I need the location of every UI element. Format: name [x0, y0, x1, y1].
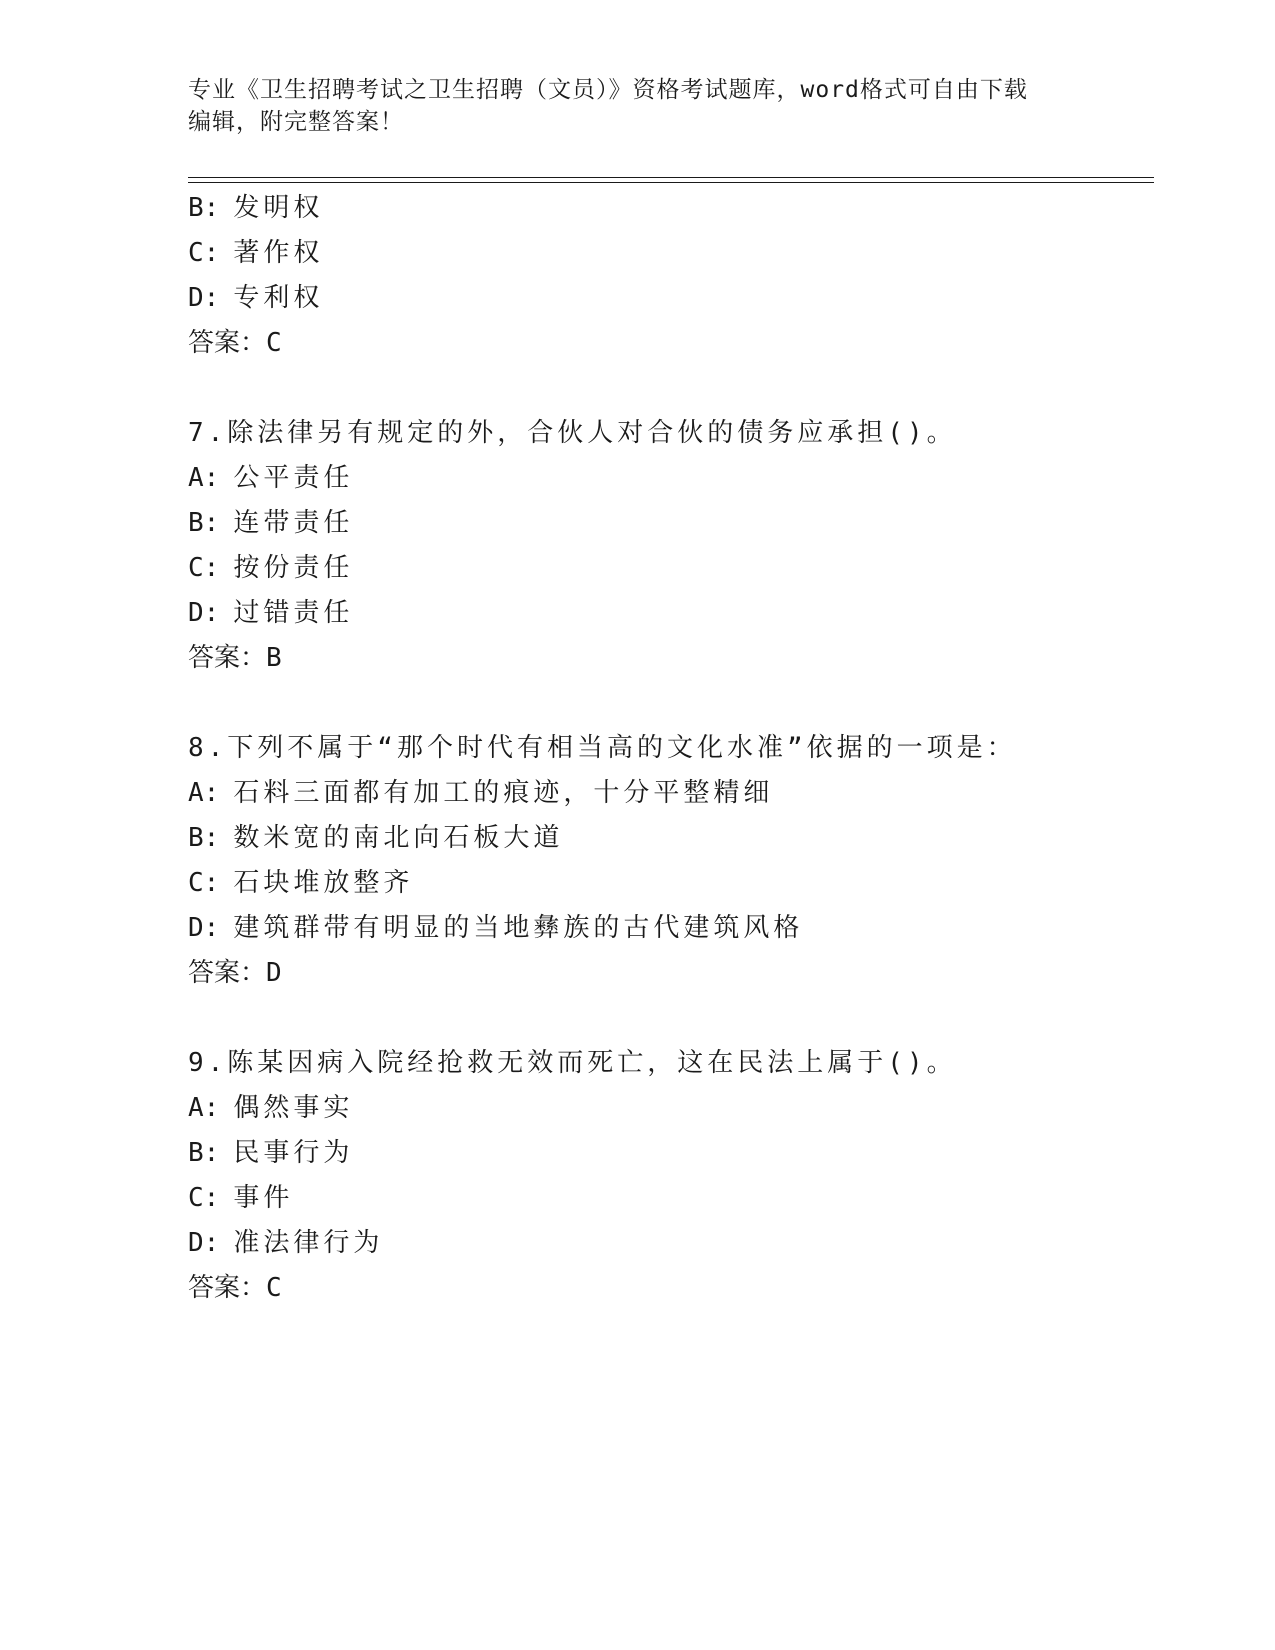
q9-answer: 答案：C — [188, 1273, 284, 1303]
q7-option-d: D: 过错责任 — [188, 598, 354, 628]
header-line-2: 编辑，附完整答案！ — [188, 109, 404, 135]
q6-option-d: D: 专利权 — [188, 283, 324, 313]
document-header — [188, 74, 1088, 138]
q9-option-d: D: 准法律行为 — [188, 1228, 384, 1258]
header-divider-bottom — [188, 182, 1154, 183]
q7-question: 7.除法律另有规定的外，合伙人对合伙的债务应承担()。 — [188, 418, 957, 448]
q8-option-b: B: 数米宽的南北向石板大道 — [188, 823, 564, 853]
q8-question: 8.下列不属于“那个时代有相当高的文化水准”依据的一项是： — [188, 733, 1017, 763]
q8-option-c: C: 石块堆放整齐 — [188, 868, 414, 898]
q9-option-c: C: 事件 — [188, 1183, 294, 1213]
q7-option-c: C: 按份责任 — [188, 553, 354, 583]
q8-answer: 答案：D — [188, 958, 284, 988]
q7-answer: 答案：B — [188, 643, 284, 673]
q9-question: 9.陈某因病入院经抢救无效而死亡，这在民法上属于()。 — [188, 1048, 957, 1078]
q9-option-a: A: 偶然事实 — [188, 1093, 354, 1123]
q7-option-a: A: 公平责任 — [188, 463, 354, 493]
q6-option-c: C: 著作权 — [188, 238, 324, 268]
header-divider-top — [188, 177, 1154, 178]
q8-option-a: A: 石料三面都有加工的痕迹，十分平整精细 — [188, 778, 774, 808]
q9-option-b: B: 民事行为 — [188, 1138, 354, 1168]
q7-option-b: B: 连带责任 — [188, 508, 354, 538]
q6-option-b: B: 发明权 — [188, 193, 324, 223]
header-line-1: 专业《卫生招聘考试之卫生招聘（文员）》资格考试题库，word格式可自由下载 — [188, 77, 1028, 103]
q6-answer: 答案：C — [188, 328, 284, 358]
q8-option-d: D: 建筑群带有明显的当地彝族的古代建筑风格 — [188, 913, 804, 943]
